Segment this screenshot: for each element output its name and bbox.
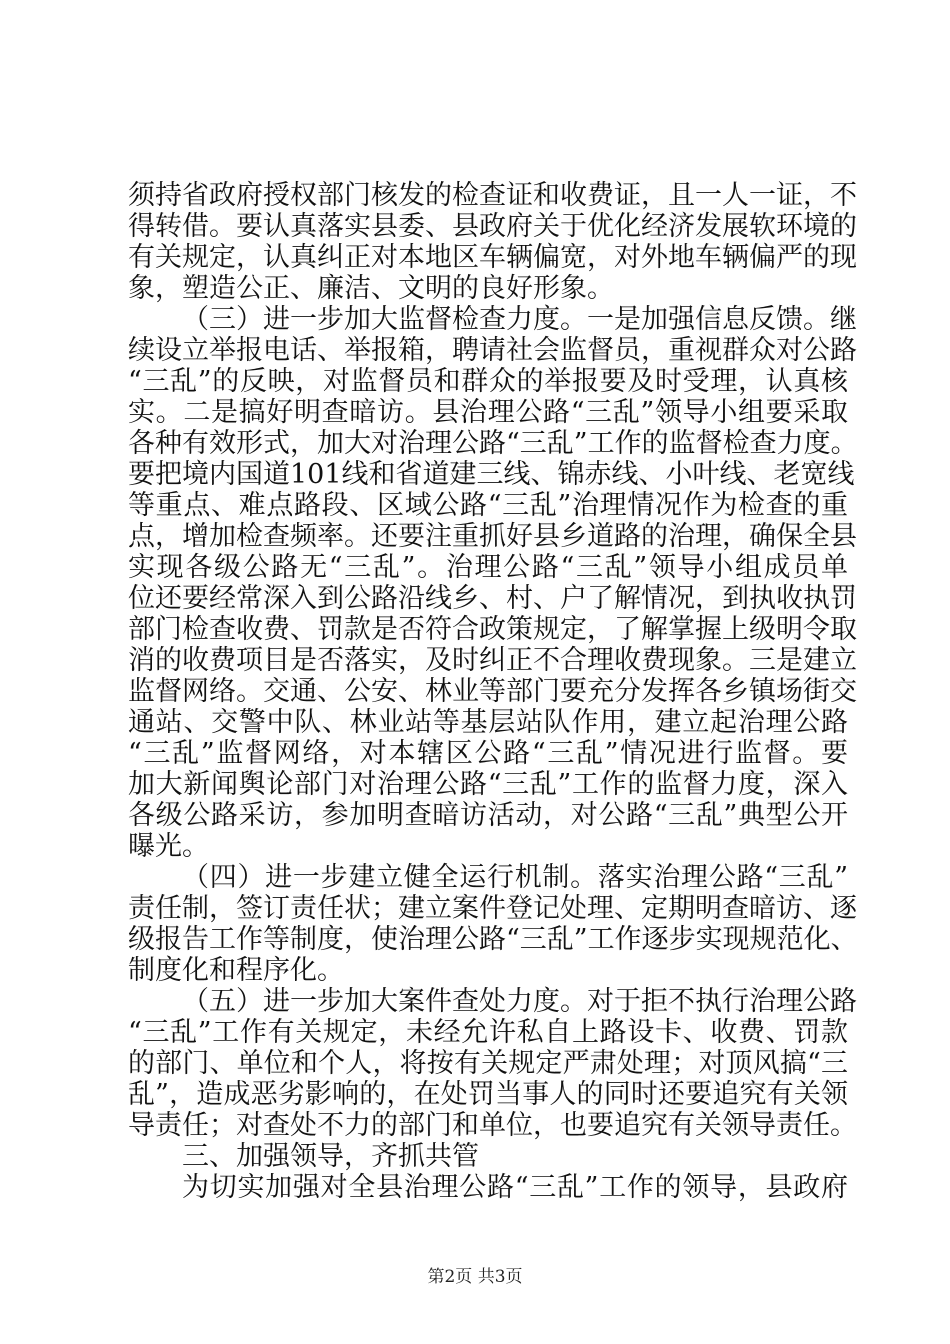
page-footer: 第2页 共3页 [427, 1267, 523, 1287]
paragraph-heading-five: （五）进一步加大案件查处力度。对于拒不执行治理公路 [182, 986, 857, 1017]
text-line: 得转借。要认真落实县委、县政府关于优化经济发展软环境的 [128, 211, 857, 242]
text-line: 消的收费项目是否落实，及时纠正不合理收费现象。三是建立 [128, 645, 857, 676]
text-line: 实现各级公路无“三乱”。治理公路“三乱”领导小组成员单 [128, 552, 848, 583]
text-line: 责任制，签订责任状；建立案件登记处理、定期明查暗访、逐 [128, 893, 857, 924]
text-line: “三乱”工作有关规定，未经允许私自上路设卡、收费、罚款 [128, 1017, 848, 1048]
text-line: 乱”，造成恶劣影响的，在处罚当事人的同时还要追究有关领 [128, 1079, 848, 1110]
text-line: 续设立举报电话、举报箱，聘请社会监督员，重视群众对公路 [128, 335, 857, 366]
text-line: 位还要经常深入到公路沿线乡、村、户了解情况，到执收执罚 [128, 583, 857, 614]
paragraph-opening-line: 为切实加强对全县治理公路“三乱”工作的领导，县政府 [182, 1172, 848, 1203]
text-line: 级报告工作等制度，使治理公路“三乱”工作逐步实现规范化、 [128, 924, 858, 955]
text-line: 点，增加检查频率。还要注重抓好县乡道路的治理，确保全县 [128, 521, 857, 552]
paragraph-heading-four: （四）进一步建立健全运行机制。落实治理公路“三乱” [182, 862, 848, 893]
text-line: 须持省政府授权部门核发的检查证和收费证，且一人一证，不 [128, 180, 857, 211]
text-line: 部门检查收费、罚款是否符合政策规定，了解掌握上级明令取 [128, 614, 857, 645]
text-line: 曝光。 [128, 831, 209, 862]
text-line: 各级公路采访，参加明查暗访活动，对公路“三乱”典型公开 [128, 800, 848, 831]
text-line: 的部门、单位和个人，将按有关规定严肃处理；对顶风搞“三 [128, 1048, 848, 1079]
text-line: 加大新闻舆论部门对治理公路“三乱”工作的监督力度，深入 [128, 769, 848, 800]
section-heading-three: 三、加强领导，齐抓共管 [182, 1141, 479, 1172]
text-line: 导责任；对查处不力的部门和单位，也要追究有关领导责任。 [128, 1110, 857, 1141]
text-line: 要把境内国道101线和省道建三线、锦赤线、小叶线、老宽线 [128, 459, 855, 490]
text-line: 等重点、难点路段、区域公路“三乱”治理情况作为检查的重 [128, 490, 848, 521]
text-line: 各种有效形式，加大对治理公路“三乱”工作的监督检查力度。 [128, 428, 858, 459]
text-line: “三乱”的反映，对监督员和群众的举报要及时受理，认真核 [128, 366, 848, 397]
text-line: 通站、交警中队、林业站等基层站队作用，建立起治理公路 [128, 707, 848, 738]
text-line: 象，塑造公正、廉洁、文明的良好形象。 [128, 273, 614, 304]
paragraph-heading-three: （三）进一步加大监督检查力度。一是加强信息反馈。继 [182, 304, 857, 335]
text-line: 监督网络。交通、公安、林业等部门要充分发挥各乡镇场街交 [128, 676, 857, 707]
text-line: 实。二是搞好明查暗访。县治理公路“三乱”领导小组要采取 [128, 397, 848, 428]
text-line: “三乱”监督网络，对本辖区公路“三乱”情况进行监督。要 [128, 738, 848, 769]
text-line: 有关规定，认真纠正对本地区车辆偏宽，对外地车辆偏严的现 [128, 242, 857, 273]
text-line: 制度化和程序化。 [128, 955, 344, 986]
